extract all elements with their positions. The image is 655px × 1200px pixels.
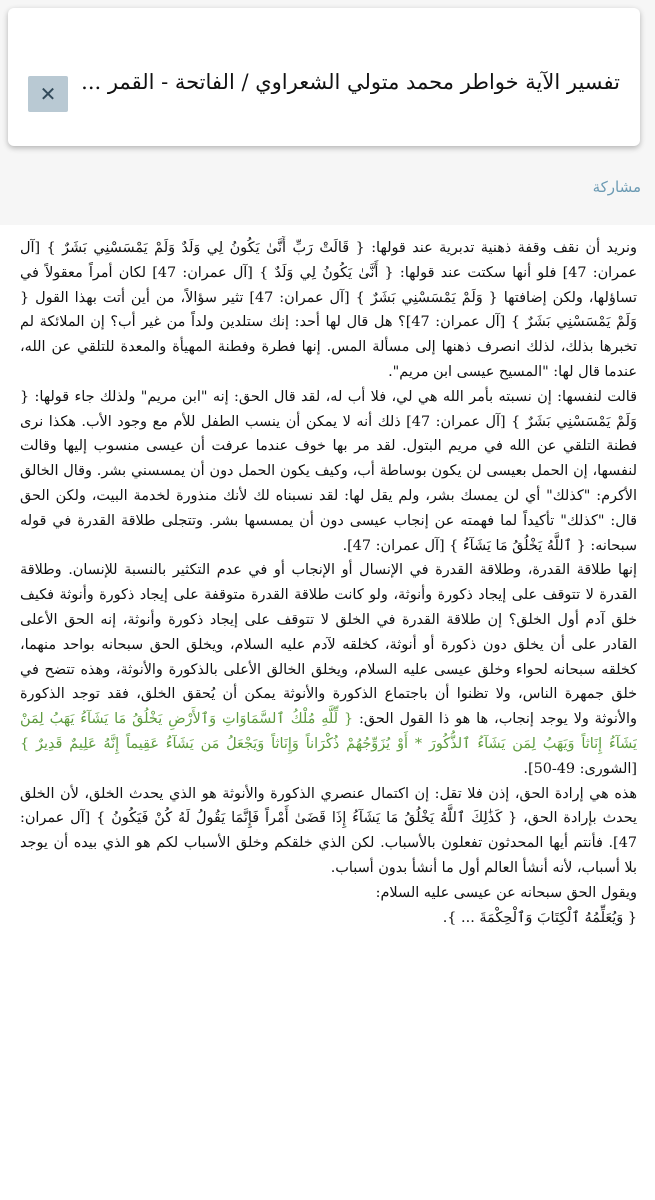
paragraph-4: هذه هي إرادة الحق، إذن فلا تقل: إن اكتمال عنصري الذكورة والأنوثة هو الذي يحدث الخلق، لأن الخلق يحدث بإرادة الحق، { كَذَٰلِكَ ٱللَّهُ يَخْلُقُ مَا يَشَآءُ إِذَا قَضَىٰ أَمْراً فَإِنَّمَا يَقُولُ لَهُ كُنْ فَيَكُونُ } [آل عمران: 47]. فأنتم أيها المحدثون تفعلون بالأسباب. لكن الذي خلقكم وخلق الأسباب لكم هو الذي بيده أن يوجد بلا أسباب، لأنه أنشأ العالم أول ما أنشأ بدون أسباب. xyxy=(20,785,637,876)
close-icon: ✕ xyxy=(39,82,57,106)
tafsir-content xyxy=(20,236,637,1186)
paragraph-3-text: إنها طلاقة القدرة، وطلاقة القدرة في الإنسال أو الإنجاب أو في عدم التكثير بالنسبة للإنسان. وطلاقة القدرة لا تتوقف على إيجاد ذكورة وأنوثة، ولو كانت طلاقة القدرة متوقفة على إيجاد ذكورة وأنوثة فكيف خلق آدم أول الخلق؟ إن طلاقة القدرة في الخلق لا تتوقف على إيجاد ذكورة وأنوثة، إنه الحق الأعلى القادر على أن يخلق دون ذكورة أو أنوثة، كخلقه لآدم عليه السلام، ويخلق الحق سبحانه بواحد منهما، كخلقه سبحانه لحواء وخلق عيسى عليه السلام، ويخلق الخالق الأعلى بالذكورة والأنوثة، وهذه تتضح في خلق جمهرة الناس، ولا تظنوا أن باجتماع الذكورة والأنوثة يمكن أن يُحقق الخلق، فقد توجد الذكورة والأنوثة ولا يوجد إنجاب، ها هو ذا القول الحق: xyxy=(20,562,637,728)
paragraph-2: قالت لنفسها: إن نسبته بأمر الله هي لي، فلا أب له، لقد قال الحق: إنه "ابن مريم" ولذلك جاء قولها: { وَلَمْ يَمْسَسْنِي بَشَرٌ } [آل عمران: 47] ذلك أنه لا يمكن أن ينسب الطفل للأم مع وجود الأب. هكذا نرى فطنة التلقي عن الله في مريم البتول. لقد مر بها خوف عندما عرفت أن عيسى منسوب إليها وقالت لنفسها، إن الحمل بعيسى لن يكون بوساطة أب، وكيف يكون الحمل دون أن يمسسني بشر. وقال الخالق الأكرم: "كذلك" أي لن يمسك بشر، ولم يقل لها: لقد نسبناه لك لأنك منذورة لخدمة البيت، ولكن الحق قال: "كذلك" تأكيداً لما فهمته عن إنجاب عيسى دون أن يمسسها بشر. وتتجلى طلاقة القدرة في قوله سبحانه: { ٱللَّهُ يَخْلُقُ مَا يَشَآءُ } [آل عمران: 47]. xyxy=(20,388,637,554)
close-button[interactable] xyxy=(28,76,68,112)
page-title: تفسير الآية خواطر محمد متولي الشعراوي / الفاتحة - القمر ... xyxy=(81,70,620,94)
title-card xyxy=(8,8,640,146)
quran-verse: { لِّلَّهِ مُلْكُ ٱلسَّمَاوَاتِ وَٱلأَرْضِ يَخْلُقُ مَا يَشَآءُ يَهَبُ لِمَنْ يَشَآءُ إِنَاثاً وَيَهَبُ لِمَن يَشَآءُ ٱلذُّكُورَ * أَوْ يُزَوِّجُهُمْ ذُكْرَاناً وَإِنَاثاً وَيَجْعَلُ مَن يَشَآءُ عَقِيماً إِنَّهُ عَلِيمٌ قَدِيرٌ } xyxy=(20,711,637,752)
paragraph-6: { وَيُعَلِّمُهُ ٱلْكِتَابَ وَٱلْحِكْمَةَ ... }. xyxy=(442,909,637,926)
paragraph-1: ونريد أن نقف وقفة ذهنية تدبرية عند قولها: { قَالَتْ رَبِّ أَنَّىٰ يَكُونُ لِي وَلَدٌ وَلَمْ يَمْسَسْنِي بَشَرٌ } [آل عمران: 47] فلو أنها سكتت عند قولها: { أَنَّىٰ يَكُونُ لِي وَلَدٌ } [آل عمران: 47] لكان أمراً معقولاً في تساؤلها، ولكن إضافتها { وَلَمْ يَمْسَسْنِي بَشَرٌ } [آل عمران: 47] تثير سؤالاً، من أين أتت بهذا القول { وَلَمْ يَمْسَسْنِي بَشَرٌ } [آل عمران: 47]؟ هل قال لها أحد: إنك ستلدين ولداً من غير أب؟ إن الملائكة لم تخبرها بذلك، لذلك انصرف ذهنها إلى مسألة المس. إنها فطرة وفطنة المهيأة والمعدة للتلقي عن الله، عندما قال لها: "المسيح عيسى ابن مريم". xyxy=(20,240,637,380)
paragraph-3 xyxy=(20,558,637,781)
share-link[interactable]: مشاركة xyxy=(592,178,641,196)
paragraph-5: ويقول الحق سبحانه عن عيسى عليه السلام: xyxy=(375,884,637,901)
header-area xyxy=(0,0,655,225)
verse-reference: [الشورى: 49-50]. xyxy=(523,760,637,777)
